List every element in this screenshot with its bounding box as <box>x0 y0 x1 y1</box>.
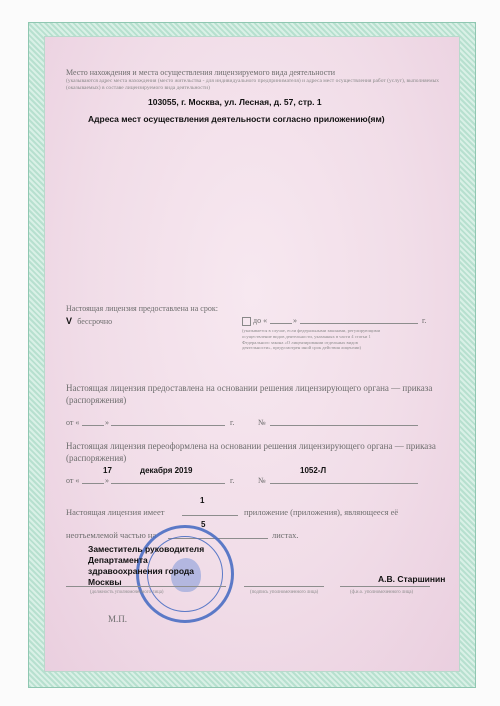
reissue-label: Настоящая лицензия переоформлена на основании решения лицензирующего органа — приказа (распоряжения) <box>66 441 436 463</box>
basis-number-line <box>270 425 418 426</box>
term-label: Настоящая лицензия предоставлена на срок: <box>66 304 218 313</box>
annex-line <box>182 515 238 516</box>
position-line <box>66 586 226 587</box>
signature-caption: (подпись уполномоченного лица) <box>250 590 319 595</box>
reissue-number-line <box>270 483 418 484</box>
until-month-line <box>300 323 418 324</box>
basis-quote: » <box>105 418 109 427</box>
until-row: до « <box>242 316 267 326</box>
until-year-suffix: г. <box>422 316 427 325</box>
term-note: (указывается в случае, если федеральными законами, регулирующими осуществление видов деятельности, указанных в части 4 статьи 1 Федерального закона «О лицензировании отдельных видов деятельности», предусмотрен иной срок действия лицензии) <box>242 328 381 351</box>
location-label: Место нахождения и места осуществления лицензируемого вида деятельности <box>66 68 336 77</box>
term-checkmark: V <box>66 316 73 326</box>
location-note: (указываются адрес места нахождения (место жительства - для индивидуального предпринимателя) и адреса мест осуществления работ (услуг), выполняемых (оказываемых) в составе лицензируемого вида деятельности) <box>66 78 440 91</box>
basis-from: от « <box>66 418 80 427</box>
reissue-number: 1052-Л <box>300 466 327 475</box>
pages-count: 5 <box>201 520 206 529</box>
basis-day-line <box>82 425 104 426</box>
signer-position: Заместитель руководителя Департамента здравоохранения города Москвы <box>88 544 205 587</box>
until-day-line <box>270 323 292 324</box>
annex-count: 1 <box>200 496 205 505</box>
basis-year: г. <box>230 418 235 427</box>
reissue-year: г. <box>230 476 235 485</box>
signer-name: А.В. Старшинин <box>378 574 446 584</box>
reissue-number-label: № <box>258 476 266 485</box>
until-quote: » <box>293 316 297 325</box>
basis-label: Настоящая лицензия предоставлена на основании решения лицензирующего органа — приказа (распоряжения) <box>66 383 433 405</box>
basis-month-line <box>111 425 225 426</box>
position-caption: (должность уполномоченного лица) <box>90 590 164 595</box>
reissue-day-line <box>82 483 104 484</box>
signature-line <box>244 586 324 587</box>
name-line <box>340 586 430 587</box>
basis-number-label: № <box>258 418 266 427</box>
reissue-day: 17 <box>103 466 112 475</box>
mp-label: М.П. <box>108 614 128 624</box>
reissue-quote: » <box>105 476 109 485</box>
pages-label-1: неотъемлемой частью на <box>66 530 157 540</box>
places-text: Адреса мест осуществления деятельности согласно приложению(ям) <box>88 114 385 124</box>
reissue-month-year: декабря 2019 <box>140 466 193 475</box>
reissue-from: от « <box>66 476 80 485</box>
annex-label-2: приложение (приложения), являющееся её <box>244 507 399 517</box>
reissue-month-line <box>111 483 225 484</box>
pages-label-2: листах. <box>272 530 299 540</box>
term-value: бессрочно <box>77 317 113 326</box>
address-text: 103055, г. Москва, ул. Лесная, д. 57, стр. 1 <box>148 97 322 107</box>
until-checkbox <box>242 317 251 326</box>
name-caption: (ф.и.о. уполномоченного лица) <box>350 590 414 595</box>
annex-label-1: Настоящая лицензия имеет <box>66 507 165 517</box>
term-row <box>66 316 112 326</box>
